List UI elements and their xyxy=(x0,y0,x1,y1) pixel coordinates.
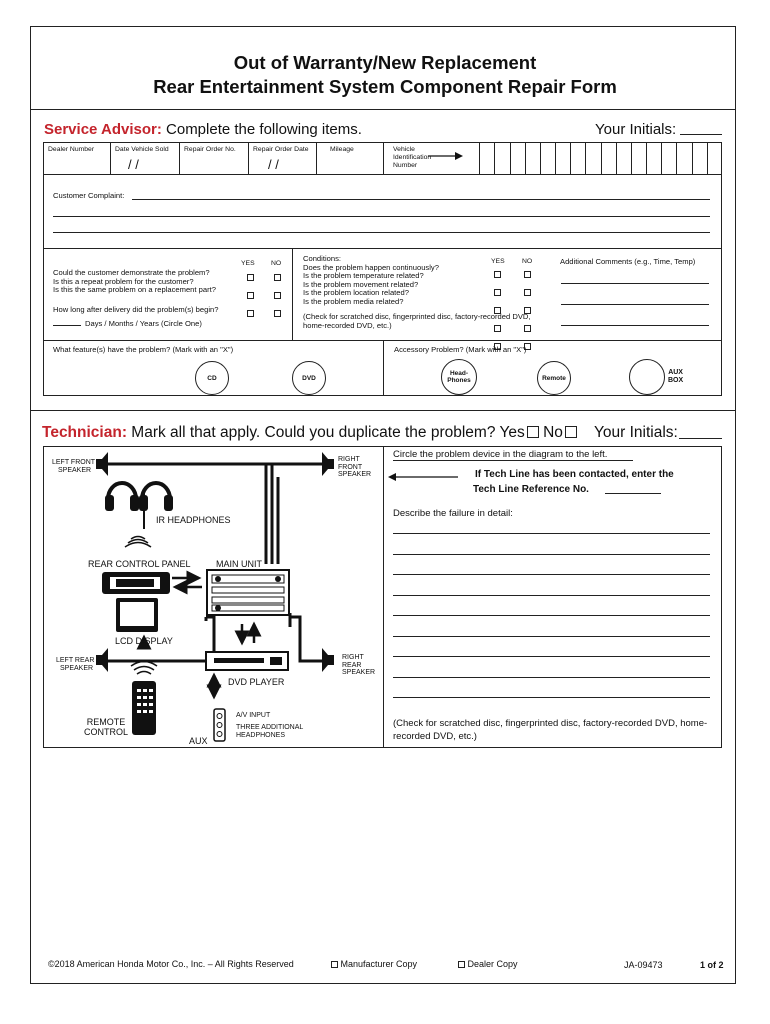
duplicate-yes-checkbox[interactable] xyxy=(527,426,539,438)
right-front-speaker-icon xyxy=(322,452,334,476)
complaint-line[interactable] xyxy=(53,232,710,233)
tech-line-text: If Tech Line has been contacted, enter the xyxy=(475,469,674,480)
left-arrow-icon xyxy=(388,472,460,482)
vin-cell-divider xyxy=(707,142,708,175)
tech-line-reference-field[interactable] xyxy=(605,493,661,494)
technician-heading: Technician: Mark all that apply. Could you duplicate the problem? Yes No xyxy=(42,424,577,442)
left-rear-speaker-label[interactable]: LEFT REAR SPEAKER xyxy=(56,657,95,672)
lcd-display-icon xyxy=(116,598,158,632)
vin-cell-divider xyxy=(479,142,480,175)
dvd-player-icon xyxy=(206,652,288,670)
lcd-display-label[interactable]: LCD DISPLAY xyxy=(115,636,173,646)
tech-media-note: (Check for scratched disc, fingerprinted disc, factory-recorded DVD, home-recorded DVD, etc.) xyxy=(393,718,708,742)
date-sold-slashes[interactable]: / / xyxy=(128,157,139,172)
vin-cell-divider xyxy=(676,142,677,175)
yes-checkboxes[interactable] xyxy=(247,268,255,322)
left-rear-speaker-icon xyxy=(96,648,108,672)
mileage-label: Mileage xyxy=(330,146,354,153)
yes-header: YES xyxy=(241,260,255,267)
ir-signal-icon xyxy=(125,537,151,548)
right-rear-speaker-label[interactable]: RIGHT REAR SPEAKER xyxy=(342,654,376,677)
describe-label: Describe the failure in detail: xyxy=(393,508,513,519)
vin-cell-divider xyxy=(646,142,647,175)
headphones-icon xyxy=(108,483,170,499)
av-input-label[interactable]: A/V INPUT xyxy=(236,712,271,719)
ir-headphones-label[interactable]: IR HEADPHONES xyxy=(156,515,231,525)
describe-line[interactable] xyxy=(393,554,710,555)
date-sold-label: Date Vehicle Sold xyxy=(115,146,169,153)
vin-cell-divider xyxy=(601,142,602,175)
describe-line[interactable] xyxy=(393,656,710,657)
describe-line[interactable] xyxy=(393,595,710,596)
vin-cell-divider xyxy=(510,142,511,175)
service-advisor-heading: Service Advisor: Complete the following items. xyxy=(44,121,362,138)
main-unit-icon xyxy=(207,570,289,615)
feature-label: What feature(s) have the problem? (Mark with an "X") xyxy=(53,345,234,354)
divider xyxy=(30,109,736,110)
vin-cell-divider xyxy=(555,142,556,175)
describe-line[interactable] xyxy=(393,574,710,575)
dealer-number-label: Dealer Number xyxy=(48,146,95,153)
left-front-speaker-label[interactable]: LEFT FRONT SPEAKER xyxy=(52,459,96,474)
form-number: JA-09473 xyxy=(624,960,663,970)
vin-cell-divider xyxy=(494,142,495,175)
no-header: NO xyxy=(271,260,282,267)
right-front-speaker-label[interactable]: RIGHT FRONT SPEAKER xyxy=(338,456,372,479)
media-note: (Check for scratched disc, fingerprinted disc, factory-recorded DVD, home-recorded DVD, etc.) xyxy=(303,312,531,330)
remote-option[interactable]: Remote xyxy=(537,361,571,395)
technician-initials: Your Initials: xyxy=(594,424,678,441)
describe-line[interactable] xyxy=(393,615,710,616)
tech-line-reference-label: Tech Line Reference No. xyxy=(473,484,589,495)
vin-cell-divider xyxy=(616,142,617,175)
repair-order-no-label: Repair Order No. xyxy=(184,146,236,153)
form-title-line2: Rear Entertainment System Component Repair Form xyxy=(153,76,617,97)
complaint-line[interactable] xyxy=(132,199,710,200)
delivery-field[interactable] xyxy=(53,325,81,326)
aux-box-label: AUX BOX xyxy=(668,369,684,384)
describe-line[interactable] xyxy=(393,677,710,678)
instruction-underline xyxy=(393,460,633,461)
vin-cell-divider xyxy=(661,142,662,175)
left-front-speaker-icon xyxy=(96,452,108,476)
vin-cells[interactable] xyxy=(464,142,722,175)
additional-comments-label: Additional Comments (e.g., Time, Temp) xyxy=(560,257,696,266)
vin-arrow-icon xyxy=(428,150,464,162)
copyright: ©2018 American Honda Motor Co., Inc. – All Rights Reserved xyxy=(48,959,294,969)
vin-cell-divider xyxy=(692,142,693,175)
section-divider xyxy=(30,410,736,411)
form-title-line1: Out of Warranty/New Replacement xyxy=(233,52,537,73)
describe-line[interactable] xyxy=(393,533,710,534)
vin-cell-divider xyxy=(585,142,586,175)
advisor-initials: Your Initials: xyxy=(595,121,677,138)
aux-label[interactable]: AUX xyxy=(189,736,208,746)
repair-order-date-label: Repair Order Date xyxy=(253,146,309,153)
manufacturer-copy-option[interactable]: Manufacturer Copy xyxy=(331,959,417,969)
right-rear-speaker-icon xyxy=(322,648,334,672)
comments-line[interactable] xyxy=(561,325,709,326)
page-number: 1 of 2 xyxy=(700,960,724,970)
vin-cell-divider xyxy=(540,142,541,175)
vin-label: Vehicle Identification Number xyxy=(393,146,432,169)
remote-control-icon xyxy=(132,681,156,735)
advisor-initials-field[interactable] xyxy=(680,134,722,135)
describe-line[interactable] xyxy=(393,697,710,698)
vin-cell-divider xyxy=(525,142,526,175)
customer-complaint-label: Customer Complaint: xyxy=(53,191,125,200)
duplicate-no-checkbox[interactable] xyxy=(565,426,577,438)
aux-box-circle[interactable] xyxy=(629,359,665,395)
accessory-label: Accessory Problem? (Mark with an "X") xyxy=(394,345,527,354)
comments-line[interactable] xyxy=(561,283,709,284)
main-unit-label[interactable]: MAIN UNIT xyxy=(216,559,262,569)
headphones-option[interactable]: Head- Phones xyxy=(441,359,477,395)
repair-order-date-slashes[interactable]: / / xyxy=(268,157,279,172)
complaint-line[interactable] xyxy=(53,216,710,217)
dvd-option[interactable]: DVD xyxy=(292,361,326,395)
conditions-yes-header: YES xyxy=(491,258,505,265)
circle-instruction: Circle the problem device in the diagram to the left. xyxy=(393,449,608,460)
dealer-copy-option[interactable]: Dealer Copy xyxy=(458,959,518,969)
remote-signal-icon xyxy=(131,662,157,675)
av-input-icon xyxy=(214,709,225,741)
no-checkboxes[interactable] xyxy=(274,268,282,322)
rear-control-panel-icon xyxy=(102,572,170,594)
dvd-player-label[interactable]: DVD PLAYER xyxy=(228,677,285,687)
conditions-no-header: NO xyxy=(522,258,533,265)
question-list: Could the customer demonstrate the problem? Is this a repeat problem for the customer? Is this the same problem on a replacement part? xyxy=(53,268,216,295)
remote-control-label[interactable]: REMOTE CONTROL xyxy=(84,717,129,737)
vin-cell-divider xyxy=(631,142,632,175)
complaint-box xyxy=(43,175,722,249)
conditions-list: Conditions: Does the problem happen continuously? Is the problem temperature related? Is the problem movement related? Is the problem location related? Is the problem media related? xyxy=(303,254,439,306)
system-diagram xyxy=(44,447,382,747)
cd-option[interactable]: CD xyxy=(195,361,229,395)
comments-line[interactable] xyxy=(561,304,709,305)
delivery-question: How long after delivery did the problem(s) begin? xyxy=(53,305,219,314)
vin-cell-divider xyxy=(570,142,571,175)
additional-headphones-label[interactable]: THREE ADDITIONAL HEADPHONES xyxy=(236,724,304,739)
technician-initials-field[interactable] xyxy=(679,438,722,439)
delivery-units: Days / Months / Years (Circle One) xyxy=(85,319,202,328)
rear-control-panel-label[interactable]: REAR CONTROL PANEL xyxy=(88,559,191,569)
describe-line[interactable] xyxy=(393,636,710,637)
